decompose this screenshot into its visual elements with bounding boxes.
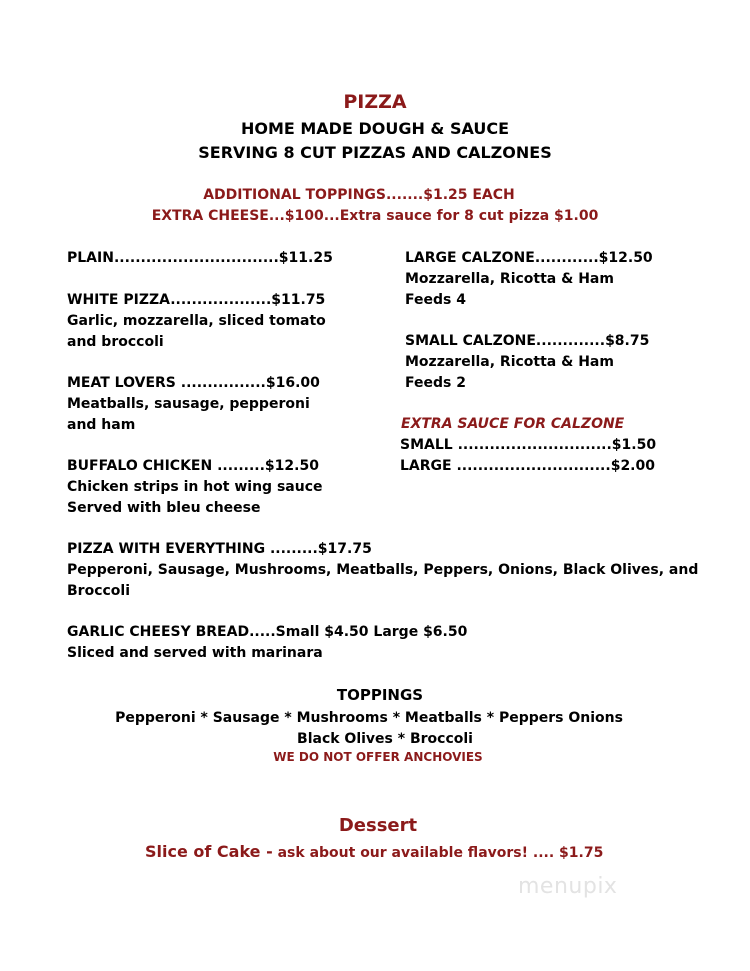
header-line-2: SERVING 8 CUT PIZZAS AND CALZONES (198, 143, 552, 162)
dessert-heading: Dessert (338, 815, 418, 836)
garlic-cheesy-bread-description: Sliced and served with marinara (67, 645, 323, 661)
header-line-1: HOME MADE DOUGH & SAUCE (240, 119, 510, 138)
plain-pizza-item: PLAIN...............................$11.25 (67, 250, 333, 266)
extra-sauce-small: SMALL .............................$1.50 (400, 437, 657, 453)
meat-lovers-description: and ham (67, 417, 136, 433)
white-pizza-item: WHITE PIZZA...................$11.75 (67, 292, 326, 308)
small-calzone-description: Mozzarella, Ricotta & Ham (405, 354, 614, 370)
large-calzone-feeds: Feeds 4 (405, 292, 466, 308)
pizza-everything-description: Pepperoni, Sausage, Mushrooms, Meatballs, Peppers, Onions, Black Olives, and (67, 562, 699, 578)
white-pizza-description: and broccoli (67, 334, 164, 350)
meat-lovers-description: Meatballs, sausage, pepperoni (67, 396, 310, 412)
toppings-list-line-2: Black Olives * Broccoli (297, 731, 473, 747)
toppings-heading: TOPPINGS (336, 686, 424, 704)
menu-title: PIZZA (343, 91, 407, 113)
meat-lovers-item: MEAT LOVERS ................$16.00 (67, 375, 320, 391)
large-calzone-description: Mozzarella, Ricotta & Ham (405, 271, 614, 287)
buffalo-chicken-description: Served with bleu cheese (67, 500, 261, 516)
extra-sauce-calzone-heading: EXTRA SAUCE FOR CALZONE (401, 416, 625, 432)
pizza-everything-description: Broccoli (67, 583, 131, 599)
buffalo-chicken-item: BUFFALO CHICKEN .........$12.50 (67, 458, 319, 474)
extra-sauce-large: LARGE .............................$2.00 (400, 458, 655, 474)
pizza-everything-item: PIZZA WITH EVERYTHING .........$17.75 (67, 541, 372, 557)
garlic-cheesy-bread-item: GARLIC CHEESY BREAD.....Small $4.50 Large $6.50 (67, 624, 468, 640)
menupix-watermark: menupix (518, 874, 618, 899)
additional-toppings-price: ADDITIONAL TOPPINGS.......$1.25 EACH (203, 187, 515, 203)
white-pizza-description: Garlic, mozzarella, sliced tomato (67, 313, 326, 329)
extra-cheese-note: EXTRA CHEESE...$100...Extra sauce for 8 cut pizza $1.00 (151, 208, 599, 224)
anchovies-note: WE DO NOT OFFER ANCHOVIES (273, 750, 483, 764)
buffalo-chicken-description: Chicken strips in hot wing sauce (67, 479, 323, 495)
toppings-list-line-1: Pepperoni * Sausage * Mushrooms * Meatballs * Peppers Onions (115, 710, 623, 726)
large-calzone-item: LARGE CALZONE............$12.50 (405, 250, 653, 266)
small-calzone-item: SMALL CALZONE.............$8.75 (405, 333, 650, 349)
small-calzone-feeds: Feeds 2 (405, 375, 466, 391)
dessert-line (145, 842, 603, 861)
cake-item-name: Slice of Cake - (145, 842, 273, 861)
cake-item-detail: ask about our available flavors! .... $1.75 (272, 845, 604, 861)
